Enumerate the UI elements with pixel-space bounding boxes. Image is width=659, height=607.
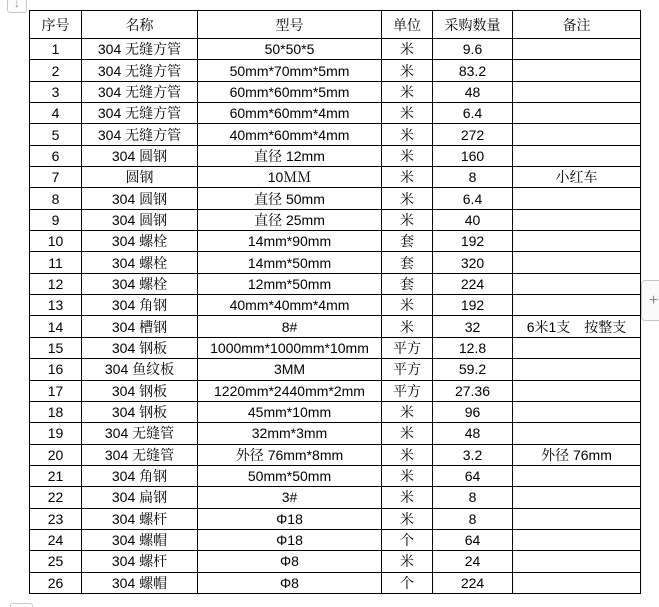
table-cell[interactable]: 10ＭＭ: [198, 167, 382, 188]
table-cell[interactable]: 米: [382, 444, 433, 465]
table-row: [30, 145, 641, 166]
table-cell[interactable]: 3: [30, 81, 82, 102]
table-cell[interactable]: 320: [433, 252, 513, 273]
table-cell[interactable]: 米: [382, 423, 433, 444]
column-header-cell[interactable]: 采购数量: [433, 11, 513, 39]
table-cell[interactable]: 14mm*90mm: [198, 231, 382, 252]
table-row: [30, 551, 641, 572]
table-cell[interactable]: [513, 124, 641, 145]
table-row: [30, 529, 641, 550]
table-row: [30, 39, 641, 60]
table-row: [30, 465, 641, 486]
table-row: [30, 231, 641, 252]
table-cell[interactable]: 米: [382, 124, 433, 145]
table-cell[interactable]: 米: [382, 465, 433, 486]
table-cell[interactable]: 6.4: [433, 103, 513, 124]
table-cell[interactable]: [513, 209, 641, 230]
table-cell[interactable]: Φ18: [198, 529, 382, 550]
table-cell[interactable]: 304 螺栓: [82, 231, 198, 252]
table-row: [30, 508, 641, 529]
table-cell[interactable]: 米: [382, 487, 433, 508]
table-cell[interactable]: 米: [382, 145, 433, 166]
table-cell[interactable]: 304 无缝方管: [82, 124, 198, 145]
table-cell[interactable]: 50mm*50mm: [198, 465, 382, 486]
table-cell[interactable]: 40mm*60mm*4mm: [198, 124, 382, 145]
column-header-cell[interactable]: 名称: [82, 11, 198, 39]
table-cell[interactable]: 304 角钢: [82, 295, 198, 316]
table-cell[interactable]: 22: [30, 487, 82, 508]
table-cell[interactable]: 24: [30, 529, 82, 550]
table-cell[interactable]: [513, 337, 641, 358]
table-cell[interactable]: 27.36: [433, 380, 513, 401]
table-cell[interactable]: [513, 551, 641, 572]
table-cell[interactable]: 304 钢板: [82, 401, 198, 422]
table-cell[interactable]: 192: [433, 295, 513, 316]
table-cell[interactable]: 3.2: [433, 444, 513, 465]
table-cell[interactable]: 米: [382, 316, 433, 337]
table-cell[interactable]: 1220mm*2440mm*2mm: [198, 380, 382, 401]
table-cell[interactable]: 24: [433, 551, 513, 572]
table-cell[interactable]: 40: [433, 209, 513, 230]
header-row: [30, 11, 641, 39]
table-cell[interactable]: 17: [30, 380, 82, 401]
table-cell[interactable]: [513, 103, 641, 124]
table-cell[interactable]: 12: [30, 273, 82, 294]
table-cell[interactable]: 3MM: [198, 359, 382, 380]
table-cell[interactable]: 9.6: [433, 39, 513, 60]
table-cell[interactable]: 304 圆钢: [82, 188, 198, 209]
table-cell[interactable]: [513, 273, 641, 294]
table-row: [30, 316, 641, 337]
plus-icon: +: [648, 291, 659, 309]
table-cell[interactable]: 平方: [382, 337, 433, 358]
table-cell[interactable]: 套: [382, 273, 433, 294]
table-cell[interactable]: 64: [433, 529, 513, 550]
table-cell[interactable]: 1000mm*1000mm*10mm: [198, 337, 382, 358]
table-cell[interactable]: 3#: [198, 487, 382, 508]
table-cell[interactable]: [513, 39, 641, 60]
table-cell[interactable]: 2: [30, 60, 82, 81]
table-cell[interactable]: 304 无缝方管: [82, 60, 198, 81]
table-cell[interactable]: 平方: [382, 359, 433, 380]
table-cell[interactable]: 304 螺杆: [82, 508, 198, 529]
table-cell[interactable]: 12.8: [433, 337, 513, 358]
table-cell[interactable]: 16: [30, 359, 82, 380]
table-cell[interactable]: 6.4: [433, 188, 513, 209]
table-cell[interactable]: 米: [382, 209, 433, 230]
table-cell[interactable]: [513, 359, 641, 380]
table-cell[interactable]: [513, 295, 641, 316]
table-cell[interactable]: 60mm*60mm*4mm: [198, 103, 382, 124]
table-cell[interactable]: [513, 572, 641, 593]
table-cell[interactable]: 304 角钢: [82, 465, 198, 486]
table-cell[interactable]: 18: [30, 401, 82, 422]
table-cell[interactable]: 米: [382, 401, 433, 422]
table-cell[interactable]: 小红车: [513, 167, 641, 188]
table-cell[interactable]: 83.2: [433, 60, 513, 81]
table-cell[interactable]: [513, 423, 641, 444]
table-row: [30, 273, 641, 294]
table-cell[interactable]: 11: [30, 252, 82, 273]
table-cell[interactable]: 套: [382, 231, 433, 252]
table-cell[interactable]: 8: [433, 167, 513, 188]
table-cell[interactable]: 5: [30, 124, 82, 145]
table-cell[interactable]: 个: [382, 572, 433, 593]
table-cell[interactable]: [513, 231, 641, 252]
table-cell[interactable]: 4: [30, 103, 82, 124]
table-cell[interactable]: 外径 76mm*8mm: [198, 444, 382, 465]
table-cell[interactable]: 60mm*60mm*5mm: [198, 81, 382, 102]
table-row: [30, 295, 641, 316]
column-header-cell[interactable]: 单位: [382, 11, 433, 39]
table-cell[interactable]: 96: [433, 401, 513, 422]
table-cell[interactable]: 8: [433, 508, 513, 529]
table-cell[interactable]: 26: [30, 572, 82, 593]
scroll-down-button[interactable]: [7, 0, 27, 13]
table-cell[interactable]: 米: [382, 551, 433, 572]
table-row: [30, 487, 641, 508]
table-row: [30, 380, 641, 401]
table-cell[interactable]: 304 无缝管: [82, 444, 198, 465]
table-row: [30, 444, 641, 465]
table-cell[interactable]: 直径 50mm: [198, 188, 382, 209]
table-cell[interactable]: 192: [433, 231, 513, 252]
table-row: [30, 60, 641, 81]
table-cell[interactable]: 304 槽钢: [82, 316, 198, 337]
table-cell[interactable]: 21: [30, 465, 82, 486]
table-cell[interactable]: 48: [433, 81, 513, 102]
column-header-cell[interactable]: 备注: [513, 11, 641, 39]
table-row: [30, 401, 641, 422]
table-cell[interactable]: 304 钢板: [82, 337, 198, 358]
table-cell[interactable]: 160: [433, 145, 513, 166]
column-header-cell[interactable]: 序号: [30, 11, 82, 39]
table-cell[interactable]: 外径 76mm: [513, 444, 641, 465]
table-cell[interactable]: 套: [382, 252, 433, 273]
table-row: [30, 423, 641, 444]
table-cell[interactable]: [513, 380, 641, 401]
table-cell[interactable]: [513, 252, 641, 273]
table-cell[interactable]: 米: [382, 39, 433, 60]
down-arrow-icon: ↓: [14, 0, 20, 10]
table-cell[interactable]: 50mm*70mm*5mm: [198, 60, 382, 81]
table-cell[interactable]: 272: [433, 124, 513, 145]
table-row: [30, 124, 641, 145]
table-cell[interactable]: 8#: [198, 316, 382, 337]
table-cell[interactable]: 32mm*3mm: [198, 423, 382, 444]
table-cell[interactable]: 304 圆钢: [82, 209, 198, 230]
table-cell[interactable]: 304 钢板: [82, 380, 198, 401]
table-cell[interactable]: 米: [382, 188, 433, 209]
table-cell[interactable]: 14mm*50mm: [198, 252, 382, 273]
table-cell[interactable]: 6米1支 按整支: [513, 316, 641, 337]
table-cell[interactable]: 13: [30, 295, 82, 316]
table-cell[interactable]: 304 无缝方管: [82, 39, 198, 60]
table-cell[interactable]: 304 扁钢: [82, 487, 198, 508]
table-row: [30, 81, 641, 102]
table-cell[interactable]: 304 无缝方管: [82, 81, 198, 102]
table-cell[interactable]: 米: [382, 81, 433, 102]
table-cell[interactable]: 平方: [382, 380, 433, 401]
table-body: [30, 39, 641, 594]
table-cell[interactable]: 15: [30, 337, 82, 358]
table-cell[interactable]: 25: [30, 551, 82, 572]
table-cell[interactable]: [513, 508, 641, 529]
table-cell[interactable]: 304 螺栓: [82, 252, 198, 273]
table-cell[interactable]: [513, 487, 641, 508]
table-cell[interactable]: [513, 465, 641, 486]
table-cell[interactable]: 米: [382, 167, 433, 188]
table-cell[interactable]: 米: [382, 60, 433, 81]
table-cell[interactable]: 40mm*40mm*4mm: [198, 295, 382, 316]
column-header-cell[interactable]: 型号: [198, 11, 382, 39]
table-cell[interactable]: 12mm*50mm: [198, 273, 382, 294]
table-cell[interactable]: [513, 81, 641, 102]
table-cell[interactable]: 59.2: [433, 359, 513, 380]
table-row: [30, 359, 641, 380]
table-cell[interactable]: 304 无缝管: [82, 423, 198, 444]
table-row: [30, 188, 641, 209]
table-cell[interactable]: 米: [382, 103, 433, 124]
table-cell[interactable]: [513, 145, 641, 166]
table-row: [30, 167, 641, 188]
table-row: [30, 103, 641, 124]
table-row: [30, 572, 641, 593]
materials-table: [29, 10, 641, 594]
table-cell[interactable]: 23: [30, 508, 82, 529]
table-row: [30, 209, 641, 230]
table-cell[interactable]: 19: [30, 423, 82, 444]
table-cell[interactable]: 个: [382, 529, 433, 550]
table-cell[interactable]: 9: [30, 209, 82, 230]
table-cell[interactable]: 8: [433, 487, 513, 508]
table-cell[interactable]: [513, 401, 641, 422]
table-row: [30, 337, 641, 358]
table-cell[interactable]: 10: [30, 231, 82, 252]
table-cell[interactable]: 304 鱼纹板: [82, 359, 198, 380]
add-row-button[interactable]: [641, 280, 659, 321]
table-cell[interactable]: Φ18: [198, 508, 382, 529]
table-cell[interactable]: 20: [30, 444, 82, 465]
table-cell[interactable]: 直径 25mm: [198, 209, 382, 230]
table-cell[interactable]: 304 螺栓: [82, 273, 198, 294]
table-cell[interactable]: 304 圆钢: [82, 145, 198, 166]
table-cell[interactable]: [513, 60, 641, 81]
table-cell[interactable]: 45mm*10mm: [198, 401, 382, 422]
table-cell[interactable]: 米: [382, 508, 433, 529]
table-row: [30, 252, 641, 273]
table-cell[interactable]: 304 螺杆: [82, 551, 198, 572]
bottom-edge-button[interactable]: [10, 603, 33, 607]
table-cell[interactable]: 224: [433, 273, 513, 294]
table-cell[interactable]: 米: [382, 295, 433, 316]
table-cell[interactable]: [513, 188, 641, 209]
table-cell[interactable]: 48: [433, 423, 513, 444]
table-cell[interactable]: 304 螺帽: [82, 529, 198, 550]
table-cell[interactable]: 50*50*5: [198, 39, 382, 60]
table-cell[interactable]: 直径 12mm: [198, 145, 382, 166]
table-cell[interactable]: 304 螺帽: [82, 572, 198, 593]
table-cell[interactable]: 8: [30, 188, 82, 209]
table-cell[interactable]: 圆钢: [82, 167, 198, 188]
table-cell[interactable]: 7: [30, 167, 82, 188]
table-cell[interactable]: [513, 529, 641, 550]
table-cell[interactable]: 224: [433, 572, 513, 593]
table-cell[interactable]: 14: [30, 316, 82, 337]
table-cell[interactable]: 6: [30, 145, 82, 166]
table-cell[interactable]: 32: [433, 316, 513, 337]
table-cell[interactable]: 1: [30, 39, 82, 60]
table-cell[interactable]: Φ8: [198, 551, 382, 572]
table-cell[interactable]: 304 无缝方管: [82, 103, 198, 124]
table-cell[interactable]: Φ8: [198, 572, 382, 593]
table-cell[interactable]: 64: [433, 465, 513, 486]
